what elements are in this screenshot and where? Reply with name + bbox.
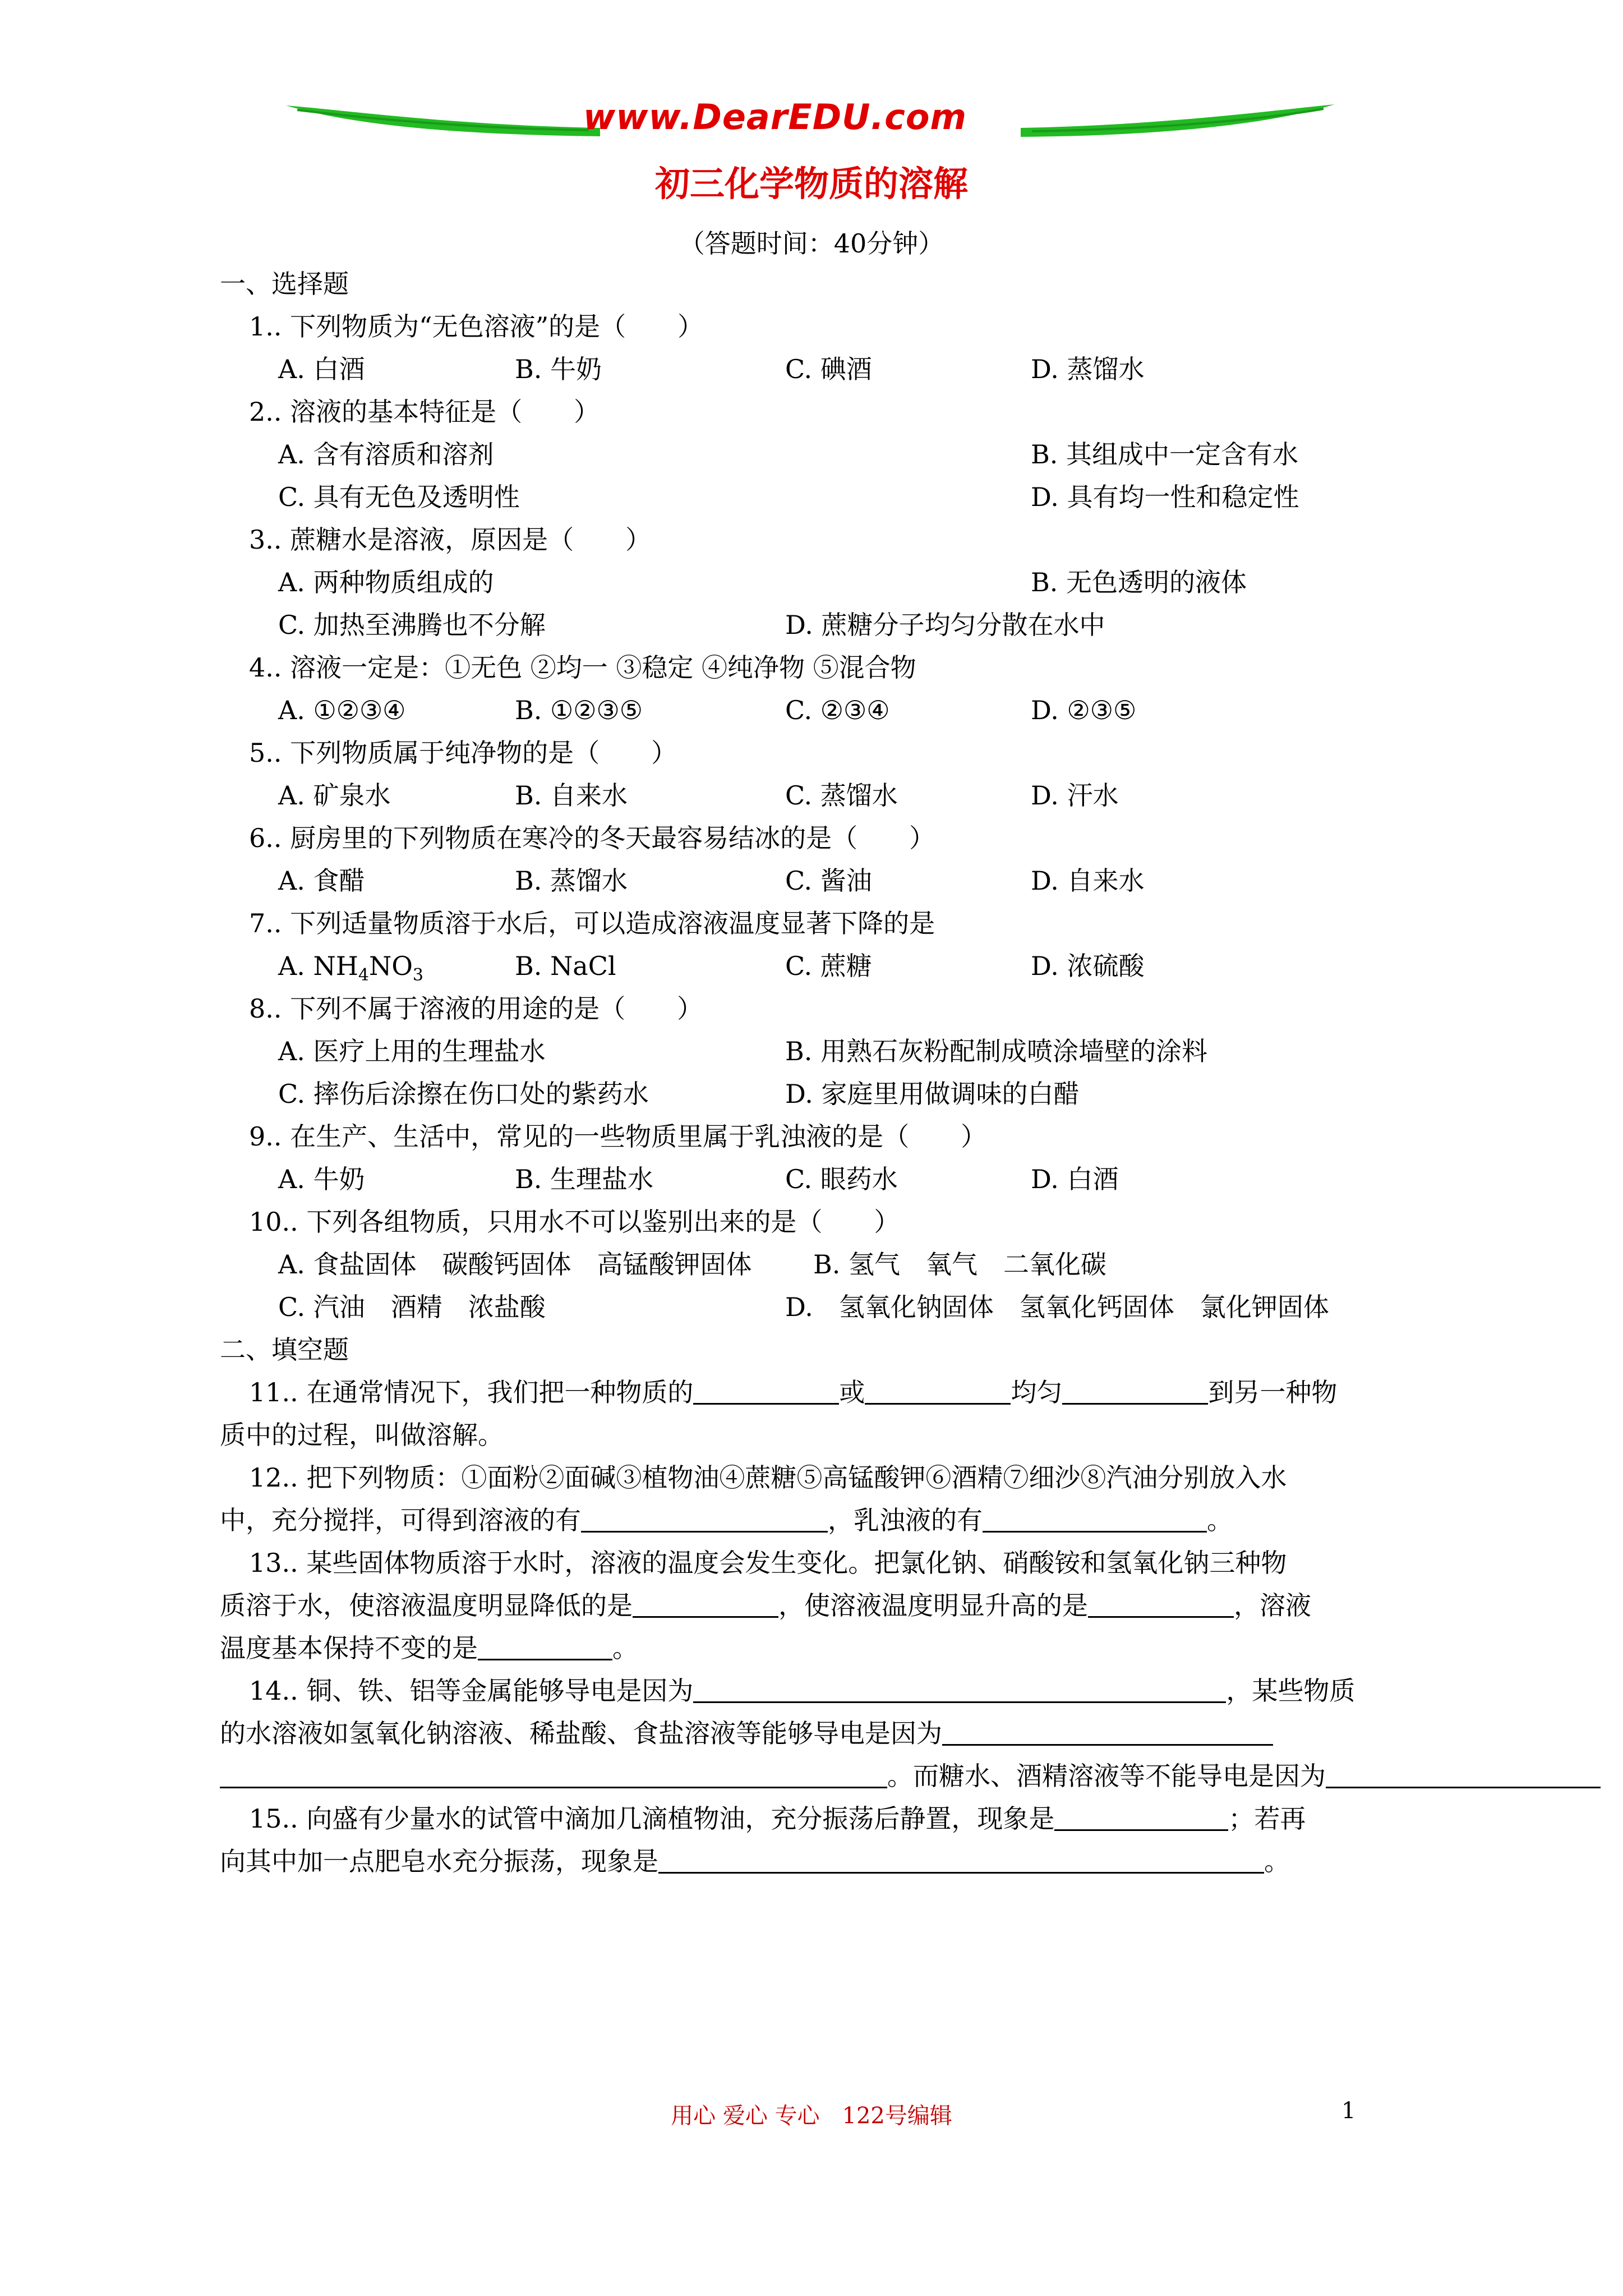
- formula-part: A. NH: [278, 951, 358, 981]
- option: B. 用熟石灰粉配制成喷涂墙壁的涂料: [785, 1036, 1208, 1066]
- option: A. 矿泉水: [278, 780, 391, 811]
- option: B. NaCl: [515, 951, 616, 981]
- section-heading-choice: 一、选择题: [220, 269, 349, 299]
- answer-blank[interactable]: [1062, 1377, 1208, 1405]
- answer-blank[interactable]: [633, 1590, 778, 1618]
- option: A. 白酒: [278, 354, 365, 384]
- option: A. 食醋: [278, 866, 365, 896]
- question-text: ，某些物质: [1226, 1676, 1355, 1706]
- option: C. 蒸馏水: [785, 780, 898, 811]
- answer-blank[interactable]: [942, 1718, 1273, 1746]
- option: A. 医疗上用的生理盐水: [278, 1036, 546, 1066]
- page-subtitle: （答题时间：40分钟）: [679, 228, 944, 259]
- option: D. 白酒: [1031, 1164, 1119, 1194]
- question-stem: 6.. 厨房里的下列物质在寒冷的冬天最容易结冰的是（ ）: [249, 823, 935, 853]
- page-number: 1: [1341, 2098, 1356, 2124]
- option: D. ②③⑤: [1031, 695, 1137, 725]
- answer-blank[interactable]: [1326, 1761, 1601, 1788]
- question-text: 的水溶液如氢氧化钠溶液、稀盐酸、食盐溶液等能够导电是因为: [220, 1718, 942, 1749]
- option: B. ①②③⑤: [515, 695, 643, 725]
- question-text: ，乳浊液的有: [828, 1505, 983, 1535]
- option: D. 蒸馏水: [1031, 354, 1145, 384]
- question-text: ，使溶液温度明显升高的是: [778, 1590, 1088, 1621]
- question-stem: 7.. 下列适量物质溶于水后，可以造成溶液温度显著下降的是: [249, 908, 935, 938]
- option: A. 牛奶: [278, 1164, 365, 1194]
- question-text: 15.. 向盛有少量水的试管中滴加几滴植物油，充分振荡后静置，现象是: [249, 1803, 1055, 1834]
- question-text: 12.. 把下列物质：①面粉②面碱③植物油④蔗糖⑤高锰酸钾⑥酒精⑦细沙⑧汽油分别放入水: [249, 1462, 1287, 1493]
- question-stem: 1.. 下列物质为“无色溶液”的是（ ）: [249, 311, 704, 342]
- option: B. 自来水: [515, 780, 628, 811]
- option: B. 生理盐水: [515, 1164, 654, 1194]
- fill-question-14: [249, 1674, 1355, 1708]
- question-stem: 2.. 溶液的基本特征是（ ）: [249, 397, 600, 427]
- option: D. 汗水: [1031, 780, 1119, 811]
- fill-question-14b: [220, 1717, 1273, 1750]
- question-stem: 4.. 溶液一定是：①无色 ②均一 ③稳定 ④纯净物 ⑤混合物: [249, 652, 916, 683]
- option: D. 氢氧化钠固体 氢氧化钙固体 氯化钾固体: [785, 1292, 1329, 1322]
- option: D. 自来水: [1031, 866, 1145, 896]
- question-stem: 3.. 蔗糖水是溶液，原因是（ ）: [249, 524, 652, 555]
- option: D. 具有均一性和稳定性: [1031, 482, 1299, 512]
- question-text: 14.. 铜、铁、铝等金属能够导电是因为: [249, 1676, 694, 1706]
- question-stem: 5.. 下列物质属于纯净物的是（ ）: [249, 738, 677, 768]
- option: A. 含有溶质和溶剂: [278, 439, 494, 470]
- option: C. 具有无色及透明性: [278, 482, 520, 512]
- question-text: 向其中加一点肥皂水充分振荡，现象是: [220, 1846, 658, 1876]
- question-text: 中，充分搅拌，可得到溶液的有: [220, 1505, 581, 1535]
- option: C. 摔伤后涂擦在伤口处的紫药水: [278, 1079, 649, 1109]
- question-text: 质中的过程，叫做溶解。: [220, 1420, 504, 1450]
- question-text: ；若再: [1228, 1803, 1306, 1834]
- fill-question-11: [249, 1375, 1337, 1409]
- option: C. 加热至沸腾也不分解: [278, 610, 546, 640]
- option: A. ①②③④: [278, 695, 406, 725]
- question-stem: 8.. 下列不属于溶液的用途的是（ ）: [249, 993, 703, 1024]
- answer-blank[interactable]: [1054, 1803, 1228, 1831]
- option: A. 食盐固体 碳酸钙固体 高锰酸钾固体: [278, 1249, 752, 1280]
- answer-blank[interactable]: [865, 1377, 1011, 1405]
- option: C. 碘酒: [785, 354, 872, 384]
- fill-question-12: [220, 1503, 1233, 1537]
- question-text: 。: [1264, 1846, 1290, 1876]
- answer-blank[interactable]: [1088, 1590, 1234, 1618]
- formula-part: NO: [368, 951, 413, 981]
- question-text: 。而糖水、酒精溶液等不能导电是因为: [887, 1761, 1326, 1791]
- option-chemical-formula: [278, 949, 423, 992]
- option: C. ②③④: [785, 695, 890, 725]
- footer-text: 用心 爱心 专心 122号编辑: [671, 2103, 952, 2129]
- question-text: 。: [612, 1633, 638, 1663]
- question-text: 11.. 在通常情况下，我们把一种物质的: [249, 1377, 694, 1407]
- section-heading-fill: 二、填空题: [220, 1335, 349, 1365]
- answer-blank[interactable]: [581, 1505, 828, 1533]
- option: C. 眼药水: [785, 1164, 898, 1194]
- option: C. 汽油 酒精 浓盐酸: [278, 1292, 546, 1322]
- site-url: www.DearEDU.com: [583, 96, 967, 137]
- option: B. 无色透明的液体: [1031, 567, 1247, 597]
- formula-subscript: 3: [412, 965, 423, 985]
- question-text: ，溶液: [1234, 1590, 1311, 1621]
- answer-blank[interactable]: [983, 1505, 1207, 1533]
- question-stem: 10.. 下列各组物质，只用水不可以鉴别出来的是（ ）: [249, 1207, 900, 1237]
- option: A. 两种物质组成的: [278, 567, 494, 597]
- question-stem: 9.. 在生产、生活中，常见的一些物质里属于乳浊液的是（ ）: [249, 1121, 987, 1152]
- question-text: 或: [839, 1377, 865, 1407]
- fill-question-15b: [220, 1844, 1290, 1878]
- question-text: 13.. 某些固体物质溶于水时，溶液的温度会发生变化。把氯化钠、硝酸铵和氢氧化钠三种物: [249, 1548, 1287, 1578]
- question-text: 。: [1207, 1505, 1233, 1535]
- option: B. 蒸馏水: [515, 866, 628, 896]
- option: D. 家庭里用做调味的白醋: [785, 1079, 1080, 1109]
- option: D. 浓硫酸: [1031, 951, 1145, 981]
- fill-question-13: [220, 1589, 1311, 1622]
- question-text: 到另一种物: [1208, 1377, 1338, 1407]
- answer-blank[interactable]: [220, 1761, 887, 1788]
- page-title: 初三化学物质的溶解: [654, 163, 968, 204]
- formula-subscript: 4: [358, 965, 369, 985]
- answer-blank[interactable]: [478, 1633, 612, 1660]
- question-text: 均匀: [1011, 1377, 1063, 1407]
- option: C. 蔗糖: [785, 951, 872, 981]
- fill-question-15: [249, 1802, 1306, 1835]
- question-text: 温度基本保持不变的是: [220, 1633, 478, 1663]
- question-text: 质溶于水，使溶液温度明显降低的是: [220, 1590, 633, 1621]
- option: B. 氢气 氧气 二氧化碳: [813, 1249, 1107, 1280]
- fill-question-13b: [220, 1631, 638, 1665]
- option: D. 蔗糖分子均匀分散在水中: [785, 610, 1105, 640]
- option: B. 其组成中一定含有水: [1031, 439, 1299, 470]
- answer-blank[interactable]: [693, 1377, 839, 1405]
- fill-question-14c: [220, 1759, 1601, 1793]
- option: B. 牛奶: [515, 354, 602, 384]
- answer-blank[interactable]: [658, 1846, 1264, 1874]
- answer-blank[interactable]: [693, 1676, 1226, 1703]
- option: C. 酱油: [785, 866, 872, 896]
